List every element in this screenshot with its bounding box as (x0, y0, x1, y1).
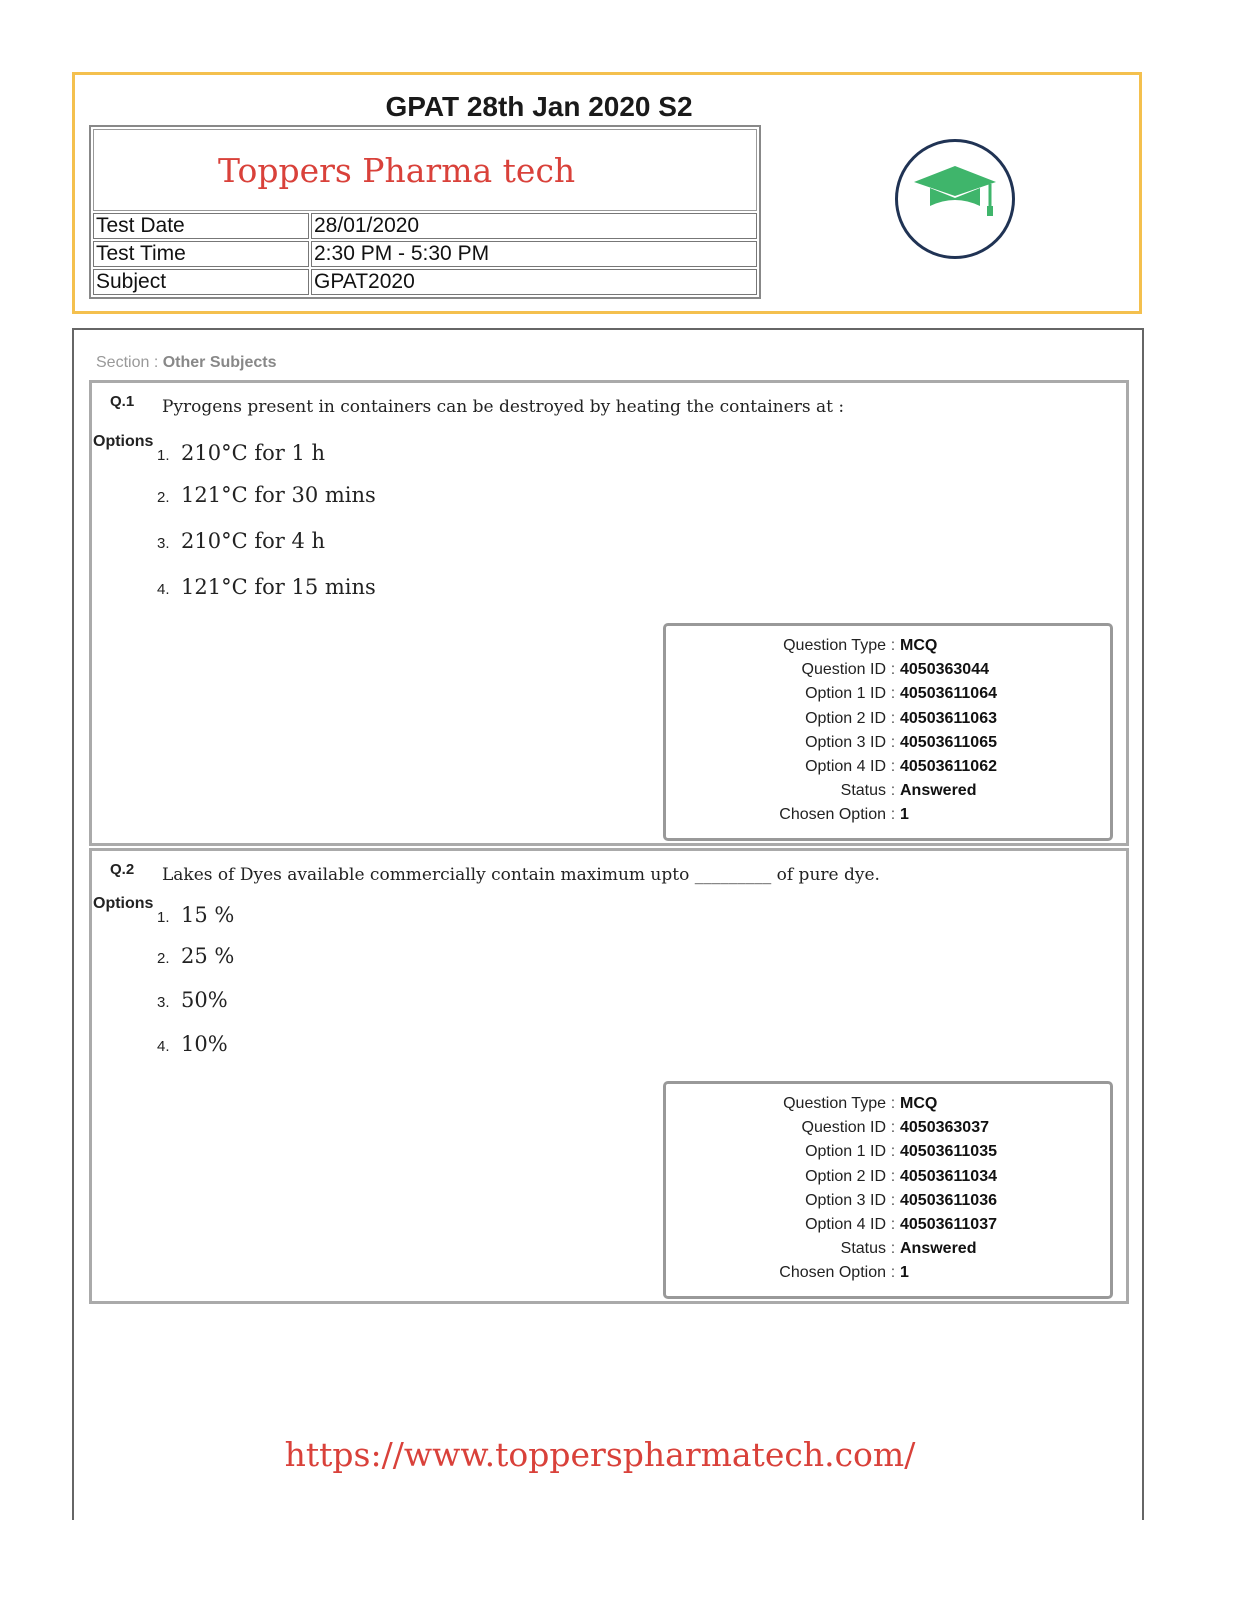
meta-value: 40503611035 (900, 1143, 997, 1161)
meta-value: 1 (900, 806, 909, 824)
meta-row (666, 682, 1110, 706)
meta-label: Option 2 ID (805, 1167, 886, 1185)
meta-label: Question Type (783, 1095, 886, 1112)
option-number: 2. (157, 950, 170, 967)
meta-label: Option 2 ID (805, 709, 886, 727)
meta-separator: : (890, 637, 896, 654)
options-label: Options (93, 433, 154, 450)
meta-separator: : (890, 1167, 896, 1185)
meta-label: Option 1 ID (805, 1143, 886, 1161)
meta-label: Chosen Option (779, 806, 886, 824)
logo (895, 139, 1015, 259)
meta-value: MCQ (900, 1095, 938, 1112)
meta-row (666, 1213, 1110, 1237)
meta-separator: : (890, 1240, 896, 1258)
option-text: 210°C for 4 h (181, 529, 326, 553)
meta-value: 4050363037 (900, 1119, 989, 1137)
option-item (157, 441, 325, 465)
meta-value: 40503611034 (900, 1167, 997, 1185)
meta-value: Answered (900, 1240, 977, 1258)
meta-value: MCQ (900, 637, 938, 654)
option-item (157, 483, 376, 507)
question-number: Q.2 (110, 861, 135, 878)
meta-separator: : (890, 1215, 896, 1233)
meta-row (666, 1140, 1110, 1164)
meta-separator: : (890, 806, 896, 824)
option-item (157, 988, 228, 1012)
option-text: 15 % (181, 903, 235, 927)
test-info-table (89, 125, 761, 299)
meta-separator: : (890, 685, 896, 703)
option-number: 1. (157, 909, 170, 926)
meta-row (666, 731, 1110, 755)
option-number: 3. (157, 535, 170, 552)
meta-value: 40503611065 (900, 733, 997, 751)
graduation-cap-icon (912, 164, 998, 224)
question-number: Q.1 (110, 393, 135, 410)
meta-separator: : (890, 1143, 896, 1161)
meta-row (666, 1261, 1110, 1285)
row-label: Test Time (93, 241, 309, 267)
option-text: 10% (181, 1032, 228, 1056)
table-row (93, 269, 757, 295)
option-text: 25 % (181, 944, 235, 968)
meta-value: Answered (900, 782, 977, 800)
meta-row (666, 707, 1110, 731)
meta-label: Chosen Option (779, 1264, 886, 1282)
meta-value: 40503611037 (900, 1215, 997, 1233)
meta-row (666, 803, 1110, 827)
meta-row (666, 1092, 1110, 1116)
meta-separator: : (890, 757, 896, 775)
meta-row (666, 1116, 1110, 1140)
option-text: 210°C for 1 h (181, 441, 326, 465)
question-text: Lakes of Dyes available commercially contain maximum upto _________ of pure dye. (162, 865, 880, 885)
meta-separator: : (890, 782, 896, 800)
meta-label: Status (840, 1240, 886, 1258)
meta-separator: : (890, 733, 896, 751)
row-value: 28/01/2020 (311, 213, 757, 239)
table-row (93, 213, 757, 239)
meta-value: 40503611036 (900, 1191, 997, 1209)
option-item (157, 529, 325, 553)
meta-separator: : (890, 709, 896, 727)
meta-label: Question ID (801, 661, 886, 679)
meta-separator: : (890, 661, 896, 679)
meta-row (666, 779, 1110, 803)
option-number: 4. (157, 581, 170, 598)
row-value: GPAT2020 (311, 269, 757, 295)
option-item (157, 575, 376, 599)
meta-separator: : (890, 1191, 896, 1209)
meta-label: Option 4 ID (805, 757, 886, 775)
meta-label: Question Type (783, 637, 886, 654)
meta-row (666, 634, 1110, 658)
question-meta-box (663, 623, 1113, 841)
meta-row (666, 658, 1110, 682)
meta-separator: : (890, 1095, 896, 1112)
question-text: Pyrogens present in containers can be destroyed by heating the containers at : (162, 397, 845, 417)
page-title (67, 91, 1139, 123)
option-number: 1. (157, 447, 170, 464)
brand-name: Toppers Pharma tech (93, 129, 757, 211)
meta-label: Option 4 ID (805, 1215, 886, 1233)
meta-separator: : (890, 1119, 896, 1137)
row-label: Subject (93, 269, 309, 295)
meta-row (666, 1165, 1110, 1189)
section-name: Other Subjects (162, 354, 277, 371)
option-text: 121°C for 15 mins (181, 575, 376, 599)
meta-value: 40503611064 (900, 685, 997, 703)
row-label: Test Date (93, 213, 309, 239)
meta-value: 40503611062 (900, 757, 997, 775)
header-panel (72, 72, 1142, 314)
question-block (89, 380, 1129, 846)
meta-label: Question ID (801, 1119, 886, 1137)
meta-row (666, 1237, 1110, 1261)
response-sheet (72, 328, 1144, 1520)
option-item (157, 903, 234, 927)
option-item (157, 944, 234, 968)
meta-label: Status (840, 782, 886, 800)
meta-row (666, 755, 1110, 779)
row-value: 2:30 PM - 5:30 PM (311, 241, 757, 267)
option-item (157, 1032, 228, 1056)
option-number: 4. (157, 1038, 170, 1055)
meta-label: Option 3 ID (805, 733, 886, 751)
meta-separator: : (890, 1264, 896, 1282)
option-number: 2. (157, 489, 170, 506)
meta-row (666, 1189, 1110, 1213)
meta-label: Option 1 ID (805, 685, 886, 703)
section-prefix: Section : (96, 354, 159, 371)
section-label (96, 354, 277, 372)
meta-label: Option 3 ID (805, 1191, 886, 1209)
option-number: 3. (157, 994, 170, 1011)
option-text: 121°C for 30 mins (181, 483, 376, 507)
page-title-text: GPAT 28th Jan 2020 S2 (385, 91, 693, 122)
table-row (93, 241, 757, 267)
option-text: 50% (181, 988, 228, 1012)
meta-value: 40503611063 (900, 709, 997, 727)
meta-value: 4050363044 (900, 661, 989, 679)
question-block (89, 848, 1129, 1304)
options-label: Options (93, 895, 154, 912)
footer-url[interactable]: https://www.topperspharmatech.com/ (284, 1435, 916, 1474)
question-meta-box (663, 1081, 1113, 1299)
meta-value: 1 (900, 1264, 909, 1282)
